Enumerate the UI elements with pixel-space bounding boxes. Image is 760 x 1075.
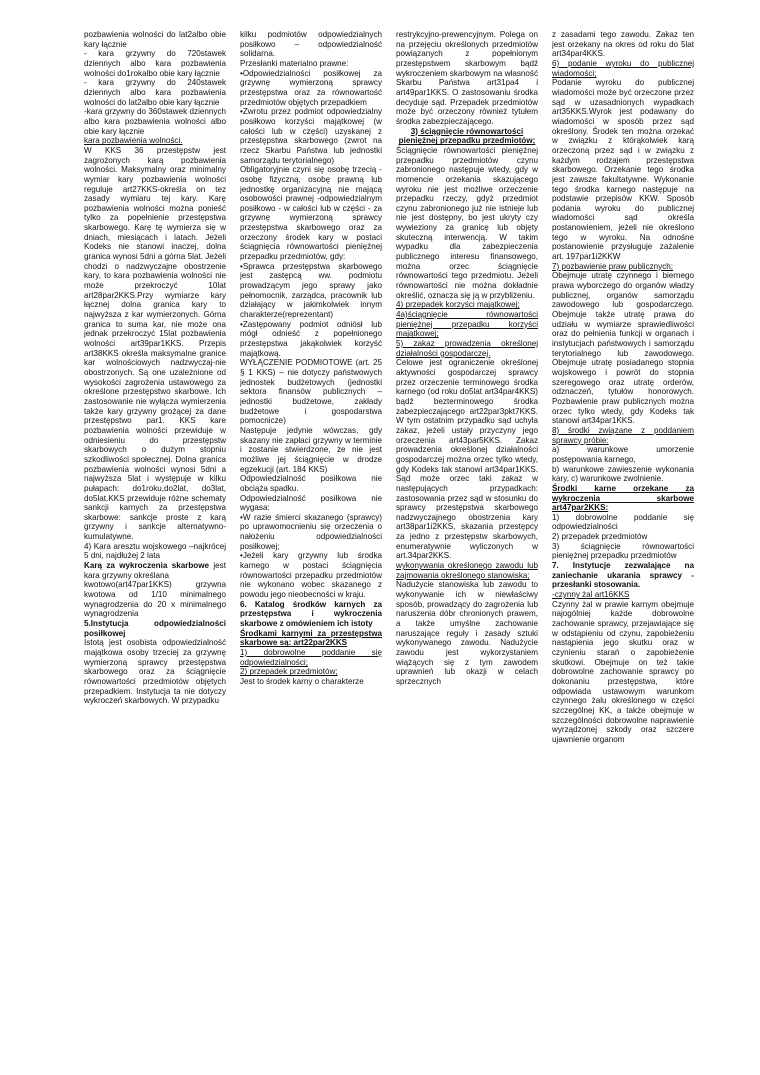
paragraph-text: pozbawienia wolności do lat2albo obie kary łącznie <box>84 30 226 49</box>
paragraph-tail: jest kara grzywny określana <box>84 561 226 580</box>
paragraph-text: 6) podanie wyroku do publicznej wiadomości; <box>552 58 694 78</box>
text-column-2 <box>240 30 382 1070</box>
paragraph-text: •Zastępowany podmiot odniósł lub mógł odnieść z popełnionego przestępstwa jakąkolwiek korzyść majątkową. <box>240 319 382 358</box>
paragraph-text: -czynny żal art16KKS <box>552 590 630 600</box>
paragraph <box>84 30 226 49</box>
paragraph-text: 6. Katalog środków karnych za przestępstwa i wykroczenia skarbowe z omówieniem ich istoty <box>240 599 382 629</box>
paragraph <box>552 445 694 464</box>
paragraph <box>552 532 694 542</box>
paragraph <box>552 59 694 78</box>
paragraph-text: Czynny żal w prawie karnym obejmuje najogólniej każde dobrowolne zachowanie sprawcy, przejawiające się w odstąpieniu od czynu, zapobieżeniu nastąpienia jego skutku oraz w czynieniu starań o zapobieżenie skutkowi. Obejmuje on też takie dobrowolne zachowanie sprawcy po dokonaniu przestępstwa, które odpowiada ustawowym warunkom czynnego żalu określonego w części szczególnej KK, a także obejmuje w szczególności dobrowolne naprawienie wyrządzonej szkody oraz szczere ujawnienie organom <box>552 599 694 744</box>
paragraph <box>552 484 694 513</box>
paragraph <box>240 165 382 262</box>
paragraph <box>84 49 226 78</box>
paragraph <box>240 629 382 648</box>
paragraph-text: kwotowo(art47par1KKS) grzywna kwotowa od 1/10 minimalnego wynagrodzenia do 20 x minimalnego wynagrodzenia <box>84 580 226 619</box>
paragraph-text: b) warunkowe zawieszenie wykonania kary, c) warunkowe zwolnienie. <box>552 464 694 484</box>
paragraph <box>240 648 382 667</box>
text-column-3 <box>396 30 538 1070</box>
paragraph-text: 1) dobrowolne poddanie się odpowiedzialności; <box>240 648 382 667</box>
paragraph <box>396 127 538 146</box>
paragraph-text: 4) Kara aresztu wojskowego –najkrócej 5 dni, najdłużej 2 lata <box>84 541 226 561</box>
paragraph-text: Istotą jest osobista odpowiedzialność majątkowa osoby trzeciej za grzywnę wymierzoną sprawcy przestępstwa skarbowego oraz za ściągnięcie równowartości przedmiotów objętych przepadkiem. Instytucja ta nie dotyczy wykroczeń skarbowych. W przypadku <box>84 638 226 706</box>
paragraph <box>396 300 538 310</box>
paragraph <box>552 542 694 561</box>
paragraph <box>396 339 538 358</box>
paragraph-text: -kara grzywny do 360stawek dziennych albo kara pozbawienia wolności albo obie kary łącznie <box>84 107 226 136</box>
paragraph-text: 5.Instytucja odpowiedzialności posiłkowej <box>84 619 226 638</box>
paragraph-text: - kara grzywny do 240stawek dziennych albo kara pozbawienia wolności do lat2albo obie kary łącznie <box>84 78 226 107</box>
paragraph <box>396 580 538 686</box>
paragraph <box>84 638 226 706</box>
paragraph <box>84 78 226 107</box>
paragraph-text: 1) dobrowolne poddanie się odpowiedzialności <box>552 512 694 532</box>
paragraph <box>84 136 226 146</box>
paragraph <box>84 542 226 561</box>
paragraph <box>84 107 226 136</box>
paragraph-text: Następuje jedynie wówczas, gdy skazany nie zapłaci grzywny w terminie i zostanie stwierdzone, że nie jest możliwe jej ściągnięcie w drodze egzekucji (art. 184 KKS) <box>240 425 382 474</box>
paragraph-text: kara pozbawienia wolności. <box>84 136 183 146</box>
paragraph-text: Przesłanki materialno prawne: <box>240 58 349 68</box>
paragraph-text: restrykcyjno-prewencyjnym. Polega on na przejęciu określonych przedmiotów powiązanych z popełnionym przestępstwem skarbowym bądź wykroczeniem skarbowym na własność Skarbu Państwa art31pa4 i art49par1KKS. O zastosowaniu środka decyduje sąd. Przepadek przedmiotów może być orzeczony również tytułem środka zabezpieczającego. <box>396 30 538 126</box>
paragraph <box>240 667 382 677</box>
paragraph-text: Odpowiedzialność posiłkowa nie obciąża spadku. <box>240 474 382 493</box>
paragraph <box>240 320 382 359</box>
paragraph <box>552 78 694 261</box>
paragraph <box>240 59 382 69</box>
paragraph-text: Podanie wyroku do publicznej wiadomości może być orzeczone przez sąd w uzasadnionych wypadkach art35KKS.Wyrok jest podawany do wiadomości w sposób przez sąd określony. Środek ten można orzekać w związku z którąkolwiek karą orzeczoną przez sąd i w związku z każdym rodzajem przestępstwa skarbowego. Orzekanie tego środka jest zawsze fakultatywne. Wykonanie tego środka karnego następuje na podstawie przepisów KKW. Sposób podania wyroku do publicznej wiadomości sąd określa postanowieniem, jeżeli nie określono tego w wyroku. Na odnośne postanowienie przysługuje zażalenie art. 197par1i2KKW <box>552 78 694 262</box>
paragraph <box>84 561 226 580</box>
paragraph <box>396 30 538 127</box>
paragraph-text: •Zwrotu przez podmiot odpowiedzialny posiłkowo korzyści majątkowej (w całości lub w części) uzyskanej z przestępstwa skarbowego (zwrot na rzecz Skarbu Państwa lub jednostki samorządu terytorialnego) <box>240 107 382 165</box>
paragraph <box>396 561 538 580</box>
paragraph <box>552 262 694 272</box>
text-column-1 <box>84 30 226 1070</box>
paragraph-text: 2) przepadek przedmiotów <box>552 532 648 542</box>
paragraph-text: 8) środki związane z poddaniem sprawcy próbie: <box>552 425 694 445</box>
paragraph <box>552 465 694 484</box>
paragraph-text: kilku podmiotów odpowiedzialnych posiłkowo – odpowiedzialność solidarna. <box>240 30 382 59</box>
paragraph-text: z zasadami tego zawodu. Zakaz ten jest orzekany na okres od roku do 5lat art34par4KKS. <box>552 30 694 59</box>
paragraph <box>552 600 694 745</box>
paragraph <box>240 513 382 552</box>
paragraph <box>552 513 694 532</box>
paragraph-text: 5) zakaz prowadzenia określonej działalności gospodarczej. <box>396 339 538 358</box>
paragraph <box>240 69 382 108</box>
document-page <box>84 30 694 1070</box>
paragraph-text: 3) ściągnięcie równowartości pieniężnej przepadku przedmiotów <box>552 541 694 561</box>
paragraph <box>240 600 382 629</box>
paragraph <box>240 551 382 599</box>
paragraph-text: Ściągnięcie równowartości pieniężnej przepadku przedmiotów czynu zabronionego następuje wtedy, gdy w momencie orzekania skazującego wyroku nie jest możliwe orzeczenie przepadku rzeczy, gdyż przedmiot czynu zabronionego już nie istnieje lub nie jest dostępny, bo jest ukryty czy wywieziony za granicę lub objęty skuteczną interwencją. W takim wypadku dla zabezpieczenia publicznego interesu finansowego, można orzec ściągnięcie równowartości tego przedmiotu. Jeżeli równowartości nie można dokładnie określić, oznacza się ją w przybliżeniu. <box>396 145 538 300</box>
paragraph <box>240 107 382 165</box>
paragraph-text: Odpowiedzialność posiłkowa nie wygasa: <box>240 493 382 513</box>
paragraph <box>396 146 538 301</box>
paragraph-text: - kara grzywny do 720stawek dziennych albo kara pozbawienia wolności do1rokalbo obie kary łącznie <box>84 49 226 78</box>
paragraph <box>240 494 382 513</box>
paragraph-text: 3) ściągnięcie równowartości pieniężnej przepadku przedmiotów; <box>398 126 536 146</box>
paragraph <box>552 426 694 445</box>
paragraph-text: •Sprawca przestępstwa skarbowego jest zastępcą ww. podmiotu prowadzącym jego sprawy jako pełnomocnik, zarządca, pracownik lub działający w jakimkolwiek innym charakterze(reprezentant) <box>240 261 382 320</box>
paragraph-text: 4) przepadek korzyści majątkowej; <box>396 300 520 310</box>
paragraph <box>84 619 226 638</box>
paragraph-text: Nadużycie stanowiska lub zawodu to wykonywanie ich w niewłaściwy sposób, prowadzący do zagrożenia lub naruszenia dóbr chronionych prawem, a także umyślne zachowanie naruszające reguły i zasady sztuki wykonywanego zawodu. Nadużycie zawodu jest wykorzystaniem wiążących się z tym zawodem uprawnień lub okazji w celach sprzecznych <box>396 580 538 686</box>
paragraph <box>240 262 382 320</box>
paragraph <box>396 358 538 561</box>
paragraph-text: •Odpowiedzialności posiłkowej za grzywnę wymierzoną sprawcy przestępstwa oraz za równowartość przedmiotów objętych przepadkiem <box>240 68 382 107</box>
paragraph-text: Środki karne orzekane za wykroczenia skarbowe art47par2KKS: <box>552 483 694 513</box>
paragraph-text: Środkami karnymi za przestępstwa skarbowe są: art22par2KKS <box>240 628 382 648</box>
paragraph-text: 7. Instytucje zezwalające na zaniechanie ukarania sprawcy - przesłanki stosowania. <box>552 561 694 590</box>
paragraph <box>240 474 382 493</box>
paragraph <box>396 310 538 339</box>
paragraph-text: 4a)ściągnięcie równowartości pieniężnej przepadku korzyści majątkowej; <box>396 310 538 339</box>
paragraph <box>240 426 382 474</box>
paragraph-text: Obligatoryjnie czyni się osobę trzecią - osobę fizyczną, osobę prawną lub jednostkę organizacyjną nie mającą osobowości prawnej -odpowiedzialnym posiłkowo - w całości lub w części - za grzywnę wymierzoną sprawcy przestępstwa skarbowego oraz za orzeczony środek kary w postaci ściągnięcia równowartości pieniężnej przepadku przedmiotów, gdy: <box>240 165 382 262</box>
paragraph <box>552 590 694 600</box>
paragraph <box>84 146 226 542</box>
paragraph-text: Jest to środek karny o charakterze <box>240 676 364 686</box>
paragraph-text: a) warunkowe umorzenie postępowania karnego, <box>552 445 694 464</box>
paragraph <box>84 580 226 619</box>
paragraph-text: W KKS 36 przestępstw jest zagrożonych karą pozbawienia wolności. Maksymalny oraz minimalny wymiar kary pozbawienia wolności reguluje art27KKS-określa on tez zasady wymiaru tej kary. Karę pozbawienia wolności można ponieść tylko za popełnienie przestępstwa skarbowego. Karę tę wymierza się w dniach, miesiącach i latach. Jeżeli Kodeks nie stanowi inaczej, dolna granica wynosi 5dni a górna 5lat. Jeżeli chodzi o nadzwyczajne obostrzenie kary, to kara pozbawienia wolności nie może przekroczyć 10lat art28par2KKS.Przy wymiarze kary łącznej dolna granica kary to najwyższa z kar wymierzonych. Górna granica to suma kar, nie może ona jednak przekroczyć 15lat pozbawienia wolności art39par1KKS. Przepis art38KKS określa maksymalne granice kar wolnościowych nadzwyczaj-nie obostrzonych. Są one uzależnione od wysokości zagrożenia ustawowego za określone przestępstwo skarbowe. Ich zastosowanie nie wyłącza wymierzenia także kary grzywny grożącej za dane przestępstwo par1. KKS kare pozbawienia wolności przewiduje w odniesieniu do przestępstw skarbowych o dużym stopniu szkodliwości społecznej. Dolna granica pozbawienia wolności wynosi 5dni a najwyższa 5lat i występuje w kilku pułapach: do1roku,do2lat, do3lat, do5lat.KKS przewiduje różne schematy sankcji karnych za przestępstwa skarbowe: sankcje proste z karą grzywny i sankcje alternatywno-kumulatywne. <box>84 145 226 542</box>
paragraph-text: 7) pozbawienie praw publicznych; <box>552 261 674 271</box>
paragraph-text: wykonywania określonego zawodu lub zajmowania określonego stanowiska; <box>396 561 538 580</box>
paragraph-text: •W razie śmierci skazanego (sprawcy) po uprawomocnieniu się orzeczenia o nałożeniu odpowiedzialności posiłkowej; <box>240 512 382 551</box>
paragraph-text: Obejmuje utratę czynnego i biernego prawa wyborczego do organów władzy publicznej, organów samorządu zawodowego lub gospodarczego. Obejmuje także utratę prawa do udziału w wymiarze sprawiedliwości oraz do pełnienia funkcji w organach i instytucjach państwowych i samorządu terytorialnego lub zawodowego. Obejmuje utratę posiadanego stopnia wojskowego i powrót do stopnia szeregowego oraz utratę orderów, odznaczeń, tytułów honorowych. Pozbawienie praw publicznych można orzec tylko wtedy, gdy Kodeks tak stanowi art34par1KKS. <box>552 271 694 426</box>
text-column-4 <box>552 30 694 1070</box>
paragraph-text: Celowe jest ograniczenie określonej aktywności gospodarczej sprawcy przez orzeczenie terminowego środka karnego (od roku do5lat art34par4KKS) bądź bezterminowego środka zabezpieczającego art22par3pkt7KKS. W tym ostatnim przypadku sąd uchyla zakaz, jeżeli ustały przyczyny jego orzeczenia art43par5KKS. Zakaz prowadzenia określonej działalności gospodarczej można orzec tylko wtedy, gdy Kodeks tak stanowi art34par1KKS. Sąd może orzec taki zakaz w następujących przypadkach: zastosowania przez sąd w stosunku do sprawcy przestępstwa skarbowego nadzwyczajnego obostrzenia kary art38par1i2KKS, skazania przestępcy za jedno z przestępstw skarbowych, enumeratywnie wyliczonych w art.34par2KKS. <box>396 358 538 561</box>
paragraph <box>240 358 382 426</box>
paragraph-text: •Jeżeli kary grzywny lub środka karnego w postaci ściągnięcia równowartości przepadku przedmiotów nie wykonano wobec skazanego z powodu jego nieobecności w kraju. <box>240 551 382 600</box>
paragraph <box>240 677 382 687</box>
paragraph <box>552 271 694 426</box>
paragraph <box>240 30 382 59</box>
paragraph-text: WYŁĄCZENIE PODMIOTOWE (art. 25 § 1 KKS) – nie dotyczy państwowych jednostek budżetowych (jednostki sektora finansów publicznych – jednostki budżetowe, zakłady budżetowe i gospodarstwa pomocnicze) <box>240 358 382 426</box>
paragraph <box>552 561 694 590</box>
paragraph <box>552 30 694 59</box>
paragraph-text: 2) przepadek przedmiotów; <box>240 667 338 677</box>
paragraph-text: Karą za wykroczenia skarbowe <box>84 561 210 571</box>
